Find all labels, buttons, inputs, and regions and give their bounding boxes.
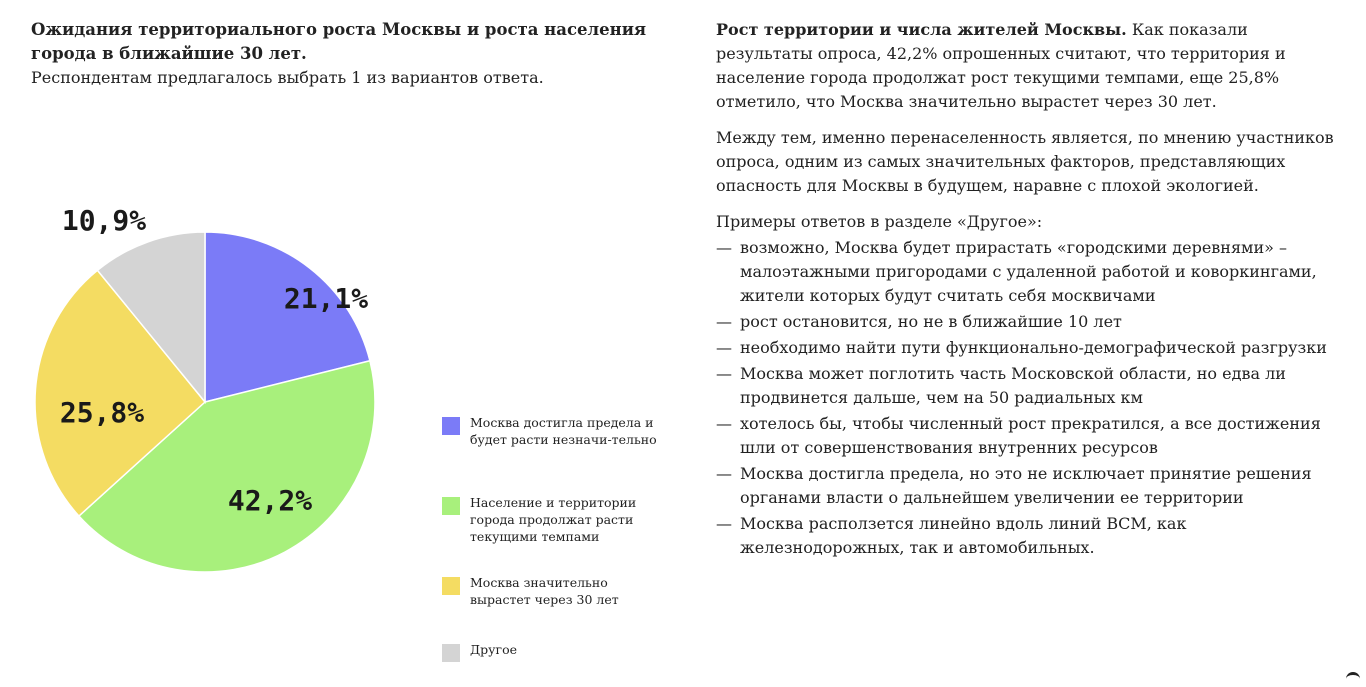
chart-title: Ожидания территориального роста Москвы и роста населения города в ближайшие 30 лет. <box>31 20 647 63</box>
legend-label-significant-growth: Москва значительно вырастет через 30 лет <box>470 575 619 607</box>
paragraph-body: Как показали результаты опроса, 42,2% опрошенных считают, что территория и население города продолжат рост текущими темпами, еще 25,8% отметило, что Москва значительно вырастет через 30 лет. <box>716 20 1286 111</box>
list-item <box>716 362 1336 410</box>
list-item-text: Москва может поглотить часть Московской области, но едва ли продвинется дальше, чем на 50 радиальных км <box>740 364 1286 407</box>
pie-label-significant-growth: 25,8% <box>59 396 145 429</box>
paragraph-overpopulation: Между тем, именно перенаселенность является, по мнению участников опроса, одним из самых значительных факторов, представляющих опасность для Москвы в будущем, наравне с плохой экологией. <box>716 128 1334 195</box>
pie-chart <box>20 180 420 600</box>
list-item-text: Москва расползется линейно вдоль линий ВСМ, как железнодорожных, так и автомобильных. <box>740 514 1187 557</box>
article-text <box>716 18 1336 562</box>
legend-item-limit <box>442 414 660 448</box>
list-dash: — <box>716 464 732 483</box>
list-item <box>716 462 1336 510</box>
list-item <box>716 512 1336 560</box>
chart-subtitle: Респондентам предлагалось выбрать 1 из вариантов ответа. <box>31 68 544 87</box>
examples-intro: Примеры ответов в разделе «Другое»: <box>716 212 1043 231</box>
legend-label-current-pace: Население и территории города продолжат расти текущими темпами <box>470 495 637 544</box>
legend-swatch-significant-growth <box>442 577 460 595</box>
chart-header <box>31 18 671 90</box>
list-item-text: Москва достигла предела, но это не исключает принятие решения органами власти о дальнейшем увеличении ее территории <box>740 464 1312 507</box>
list-item <box>716 310 1336 334</box>
list-dash: — <box>716 364 732 383</box>
pie-label-other: 10,9% <box>61 204 147 237</box>
examples-list <box>716 236 1336 560</box>
paragraph-heading: Рост территории и числа жителей Москвы. <box>716 20 1127 39</box>
legend-item-current-pace <box>442 494 660 545</box>
legend-swatch-current-pace <box>442 497 460 515</box>
list-item-text: необходимо найти пути функционально-демографической разгрузки <box>740 338 1327 357</box>
legend-label-other: Другое <box>470 642 517 657</box>
list-item-text: хотелось бы, чтобы численный рост прекратился, а все достижения шли от совершенствования внутренних ресурсов <box>740 414 1321 457</box>
list-dash: — <box>716 312 732 331</box>
legend-item-significant-growth <box>442 574 660 608</box>
list-dash: — <box>716 414 732 433</box>
list-item <box>716 412 1336 460</box>
list-dash: — <box>716 514 732 533</box>
list-item-text: возможно, Москва будет прирастать «городскими деревнями» – малоэтажными пригородами с удаленной работой и коворкингами, жители которых будут считать себя москвичами <box>740 238 1317 305</box>
list-dash: — <box>716 338 732 357</box>
list-item <box>716 236 1336 308</box>
pie-label-current-pace: 42,2% <box>227 484 313 517</box>
legend-label-limit: Москва достигла предела и будет расти незначи-тельно <box>470 415 657 447</box>
list-item <box>716 336 1336 360</box>
list-item-text: рост остановится, но не в ближайшие 10 лет <box>740 312 1122 331</box>
corner-decoration <box>1346 672 1360 683</box>
legend-swatch-limit <box>442 417 460 435</box>
legend-swatch-other <box>442 644 460 662</box>
paragraph-territory-growth <box>716 18 1336 114</box>
legend-item-other <box>442 641 660 662</box>
pie-label-limit: 21,1% <box>283 282 369 315</box>
list-dash: — <box>716 238 732 257</box>
